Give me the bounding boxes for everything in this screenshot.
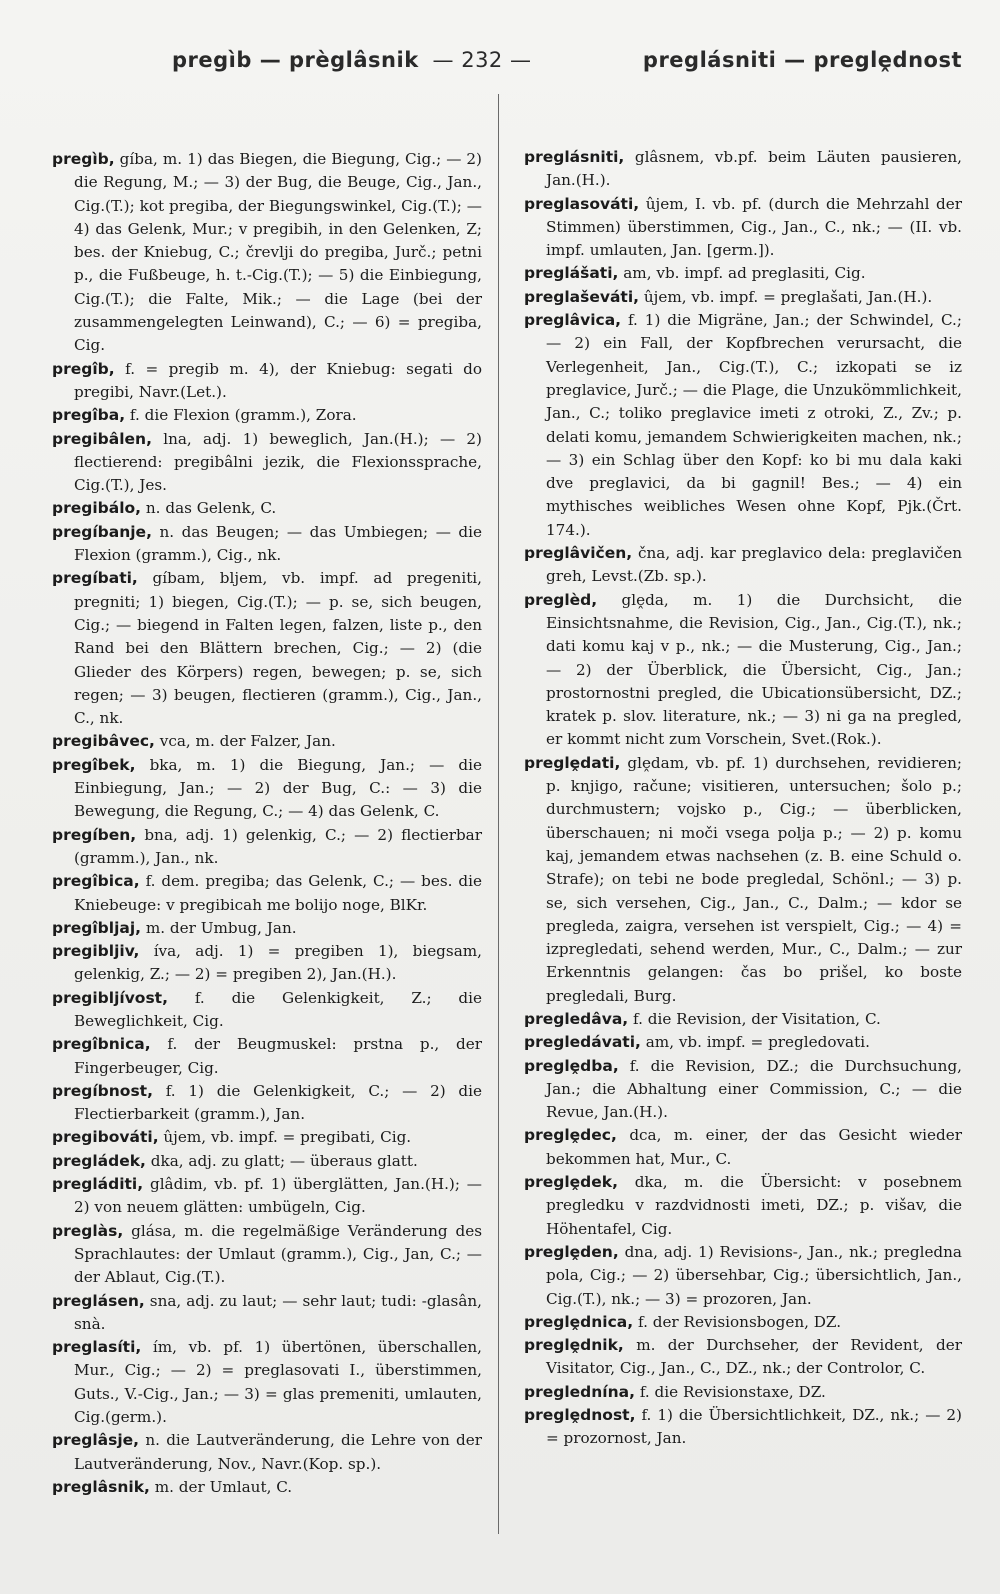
dictionary-entry [52,358,482,405]
entry-headword: preglášati, [524,264,619,283]
entry-headword: preglḙdnik, [524,1336,624,1355]
running-head-left: pregìb — prèglâsnik [172,48,419,72]
running-head [52,48,962,82]
entry-headword: preglâsje, [52,1431,140,1450]
entry-headword: pregíben, [52,825,137,844]
dictionary-entry [52,1220,482,1290]
entry-definition: ûjem, vb. impf. = pregibati, Cig. [158,1128,412,1147]
column-divider [498,94,499,1534]
entry-definition: m. der Durchseher, der Revident, der Visitator, Cig., Jan., C., DZ., nk.; der Controlor, C. [546,1336,962,1378]
entry-definition: f. die Revisionstaxe, DZ. [635,1382,826,1401]
entry-definition: lna, adj. 1) beweglich, Jan.(H.); — 2) flectierend: pregibâlni jezik, die Flexionssprache, Cig.(T.), Jes. [74,429,482,495]
entry-definition: am, vb. impf. ad preglasiti, Cig. [618,264,866,283]
dictionary-entry [524,286,962,309]
dictionary-entry [52,1336,482,1429]
entry-definition: am, vb. impf. = pregledovati. [640,1033,870,1052]
dictionary-entry [52,1173,482,1220]
entry-definition: m. der Umbug, Jan. [141,918,297,937]
entry-definition: f. die Flexion (gramm.), Zora. [125,406,357,425]
entry-headword: pregìb, [52,150,115,168]
entry-headword: pregibâvec, [52,732,155,751]
entry-definition: glása, m. die regelmäßige Veränderung des Sprachlautes: der Umlaut (gramm.), Cig., Jan, C.; — der Ablaut, Cig.(T.). [74,1221,482,1287]
dictionary-entry [52,1476,482,1499]
entry-definition: f. 1) die Übersichtlichkeit, DZ., nk.; — 2) = prozornost, Jan. [546,1406,962,1448]
entry-definition: glḙdam, vb. pf. 1) durchsehen, revidieren; p. knjigo, račune; visitieren, untersuchen; šolo p.; durchmustern; vojsko p., Cig.; — überblicken, überschauen; ni moči vsega polja p.; — 2) p. komu kaj, jemandem etwas nachsehen (z. B. eine Schuld o. Strafe); on tebi ne bode pregledal, Schönl.; — 3) p. se, sich versehen, Cig., Jan., C., Dalm.; — kdor se pregleda, zaigra, versehen ist verspielt, Cig.; — 4) = izpregledati, sehend werden, Mur., C., Dalm.; — zur Erkenntnis gelangen: čas bo prišel, ko boste pregledali, Burg. [546,753,962,1005]
entry-definition: n. das Gelenk, C. [141,499,277,518]
entry-definition: f. die Revision, DZ.; die Durchsuchung, Jan.; die Abhaltung einer Commission, C.; — die Revue, Jan.(H.). [546,1056,962,1122]
entry-headword: pregledâva, [524,1009,629,1028]
entry-definition: f. 1) die Migräne, Jan.; der Schwindel, C.; — 2) ein Fall, der Kopfbrechen verursacht, die Verlegenheit, Jan., Cig.(T.), C.; izkopati se iz preglavice, Jurč.; — die Plage, die Unzukömmlichkeit, Jan., C.; toliko preglavice imeti z otroki, Z., Zv.; p. delati komu, jemandem Schwierigkeiten machen, nk.; — 3) ein Schlag über den Kopf: ko bi mu dala kaki dve preglavici, da bi gagnil! Bes.; — 4) ein mythisches weibliches Wesen ohne Kopf, Pjk.(Črt. 174.). [546,311,962,539]
left-column [52,148,482,1499]
right-column [524,146,962,1499]
entry-definition: dka, adj. zu glatt; — überaus glatt. [145,1151,418,1170]
page-number: — 232 — [432,48,532,72]
entry-headword: preglásen, [52,1291,145,1310]
entry-definition: f. die Revision, der Visitation, C. [628,1009,881,1028]
entry-definition: vca, m. der Falzer, Jan. [154,732,336,751]
entry-headword: preglḙdnica, [524,1312,634,1331]
dictionary-entry [524,542,962,589]
entry-definition: glâdim, vb. pf. 1) überglätten, Jan.(H.); — 2) von neuem glätten: umbügeln, Cig. [74,1175,482,1217]
entry-columns [52,100,962,1499]
dictionary-entry [52,1290,482,1337]
dictionary-entry [524,1124,962,1171]
entry-headword: preglḙdati, [524,753,621,772]
dictionary-entry [524,262,962,285]
entry-definition: sna, adj. zu laut; — sehr laut; tudi: -glasân, snà. [74,1291,482,1333]
entry-headword: preglednína, [524,1382,635,1401]
dictionary-entry [524,1311,962,1334]
entry-headword: pregíbnost, [52,1081,153,1100]
dictionary-entry [52,1080,482,1127]
entry-definition: f. der Beugmuskel: prstna p., der Fingerbeuger, Cig. [74,1035,482,1077]
entry-headword: pregíbati, [52,569,138,588]
dictionary-entry [524,589,962,752]
entry-definition: gíbam, bljem, vb. impf. ad pregeniti, pregniti; 1) biegen, Cig.(T.); — p. se, sich beugen, Cig.; — biegend in Falten legen, falzen, liste p., den Rand bei den Blättern brechen, Cig.; — 2) (die Glieder des Körpers) regen, bewegen; p. se, sich regen; — 3) beugen, flectieren (gramm.), Cig., Jan., C., nk. [74,569,482,728]
dictionary-entry [524,1334,962,1381]
dictionary-entry [52,148,482,358]
dictionary-entry [52,1429,482,1476]
dictionary-entry [52,987,482,1034]
dictionary-entry [52,754,482,824]
entry-headword: pregibljiv, [52,942,140,961]
entry-headword: pregledávati, [524,1033,641,1052]
entry-headword: preglâsnik, [52,1477,150,1496]
entry-headword: preglḙden, [524,1242,619,1261]
entry-definition: ûjem, I. vb. pf. (durch die Mehrzahl der Stimmen) überstimmen, Cig., Jan., C., nk.; — (II. vb. impf. umlauten, Jan. [germ.]). [546,194,962,260]
entry-headword: preglèd, [524,590,598,609]
entry-headword: pregîbnica, [52,1035,151,1054]
entry-headword: preglàs, [52,1221,124,1240]
dictionary-entry [52,567,482,730]
dictionary-entry [52,730,482,753]
entry-headword: pregîbek, [52,755,136,774]
entry-headword: pregibâlen, [52,429,152,448]
entry-headword: preglaševáti, [524,287,640,306]
dictionary-entry [52,428,482,498]
entry-definition: n. das Beugen; — das Umbiegen; — die Flexion (gramm.), Cig., nk. [74,522,482,565]
entry-headword: preglasováti, [524,194,640,213]
entry-headword: pregibálo, [52,499,142,518]
dictionary-entry [524,1171,962,1241]
dictionary-entry [52,1126,482,1149]
entry-headword: preglḙdek, [524,1173,618,1192]
entry-definition: n. die Lautveränderung, die Lehre von der Lautveränderung, Nov., Navr.(Kop. sp.). [74,1431,482,1473]
entry-headword: preglasíti, [52,1338,142,1357]
dictionary-entry [52,824,482,871]
entry-headword: preglâvičen, [524,544,633,563]
entry-headword: pregíbanje, [52,522,152,541]
entry-definition: m. der Umlaut, C. [149,1477,293,1496]
entry-definition: f. der Revisionsbogen, DZ. [633,1312,842,1331]
dictionary-entry [524,193,962,263]
dictionary-entry [52,917,482,940]
entry-definition: f. dem. pregiba; das Gelenk, C.; — bes. die Kniebeuge: v pregibicah me bolijo noge, BlKr. [74,872,482,914]
dictionary-entry [524,309,962,542]
dictionary-entry [52,497,482,520]
entry-definition: bna, adj. 1) gelenkig, C.; — 2) flectierbar (gramm.), Jan., nk. [74,825,482,867]
entry-headword: preglḙdnost, [524,1406,636,1425]
dictionary-entry [52,1150,482,1173]
dictionary-entry [524,1031,962,1054]
dictionary-entry [524,1055,962,1125]
dictionary-entry [52,870,482,917]
entry-headword: pregibováti, [52,1128,159,1147]
entry-definition: čna, adj. kar preglavico dela: preglavičen greh, Levst.(Zb. sp.). [546,544,962,586]
entry-definition: f. die Gelenkigkeit, Z.; die Beweglichkeit, Cig. [74,988,482,1030]
entry-definition: f. = pregib m. 4), der Kniebug: segati do pregibi, Navr.(Let.). [74,359,482,401]
dictionary-entry [52,404,482,427]
entry-headword: preglḙdba, [524,1056,619,1075]
entry-headword: preglâvica, [524,311,622,330]
dictionary-entry [52,1033,482,1080]
dictionary-entry [524,1381,962,1404]
dictionary-entry [524,1008,962,1031]
entry-definition: ûjem, vb. impf. = preglašati, Jan.(H.). [639,287,933,306]
entry-headword: preglásniti, [524,148,625,166]
entry-headword: preglḙdec, [524,1126,617,1145]
dictionary-entry [524,146,962,193]
dictionary-entry [524,1241,962,1311]
dictionary-entry [52,940,482,987]
entry-definition: glâsnem, vb.pf. beim Läuten pausieren, Jan.(H.). [546,148,962,190]
entry-definition: dca, m. einer, der das Gesicht wieder bekommen hat, Mur., C. [546,1126,962,1168]
dictionary-entry [524,752,962,1008]
entry-headword: pregibljívost, [52,988,168,1007]
entry-definition: gíba, m. 1) das Biegen, die Biegung, Cig.; — 2) die Regung, M.; — 3) der Bug, die Beuge, Cig., Jan., Cig.(T.); kot pregiba, der Biegungswinkel, Cig.(T.); — 4) das Gelenk, Mur.; v pregibih, in den Gelenken, Z; bes. der Kniebug, C.; črevlji do pregiba, Jurč.; petni p., die Fußbeuge, h. t.-Cig.(T.); — 5) die Einbiegung, Cig.(T.); die Falte, Mik.; — die Lage (bei der zusammengelegten Leinwand), C.; — 6) = pregiba, Cig. [74,150,482,355]
entry-definition: glḙda, m. 1) die Durchsicht, die Einsichtsnahme, die Revision, Cig., Jan., Cig.(T.), nk.; dati komu kaj v p., nk.; — die Musterung, Cig., Jan.; — 2) der Überblick, die Übersicht, Cig., Jan.; prostornostni pregled, die Ubicationsübersicht, DZ.; kratek p. slov. literature, nk.; — 3) ni ga na pregled, er kommt nicht zum Vorschein, Svet.(Rok.). [546,590,962,749]
dictionary-entry [52,521,482,568]
entry-definition: dka, m. die Übersicht: v posebnem pregledku v razdvidnosti imeti, DZ.; p. višav, die Höhentafel, Cig. [546,1173,962,1238]
entry-headword: pregîbica, [52,872,140,891]
dictionary-entry [524,1404,962,1451]
running-head-right: preglásniti — preglḙdnost [642,48,962,72]
entry-definition: f. 1) die Gelenkigkeit, C.; — 2) die Flectierbarkeit (gramm.), Jan. [74,1081,482,1124]
entry-headword: pregîbljaj, [52,918,142,937]
entry-headword: pregláditi, [52,1175,144,1194]
entry-headword: pregîba, [52,406,126,425]
entry-definition: dna, adj. 1) Revisions-, Jan., nk.; pregledna pola, Cig.; — 2) übersehbar, Cig.; übersichtlich, Jan., Cig.(T.), nk.; — 3) = prozoren, Jan. [546,1242,962,1308]
entry-headword: pregîb, [52,359,115,378]
entry-definition: ím, vb. pf. 1) übertönen, überschallen, Mur., Cig.; — 2) = preglasovati I., überstimmen, Guts., V.-Cig., Jan.; — 3) = glas premeniti, umlauten, Cig.(germ.). [74,1338,482,1427]
entry-definition: íva, adj. 1) = pregiben 1), biegsam, gelenkig, Z.; — 2) = pregiben 2), Jan.(H.). [74,942,482,984]
entry-definition: bka, m. 1) die Biegung, Jan.; — die Einbiegung, Jan.; — 2) der Bug, C.: — 3) die Bewegung, die Regung, C.; — 4) das Gelenk, C. [74,755,482,821]
entry-headword: pregládek, [52,1151,146,1170]
